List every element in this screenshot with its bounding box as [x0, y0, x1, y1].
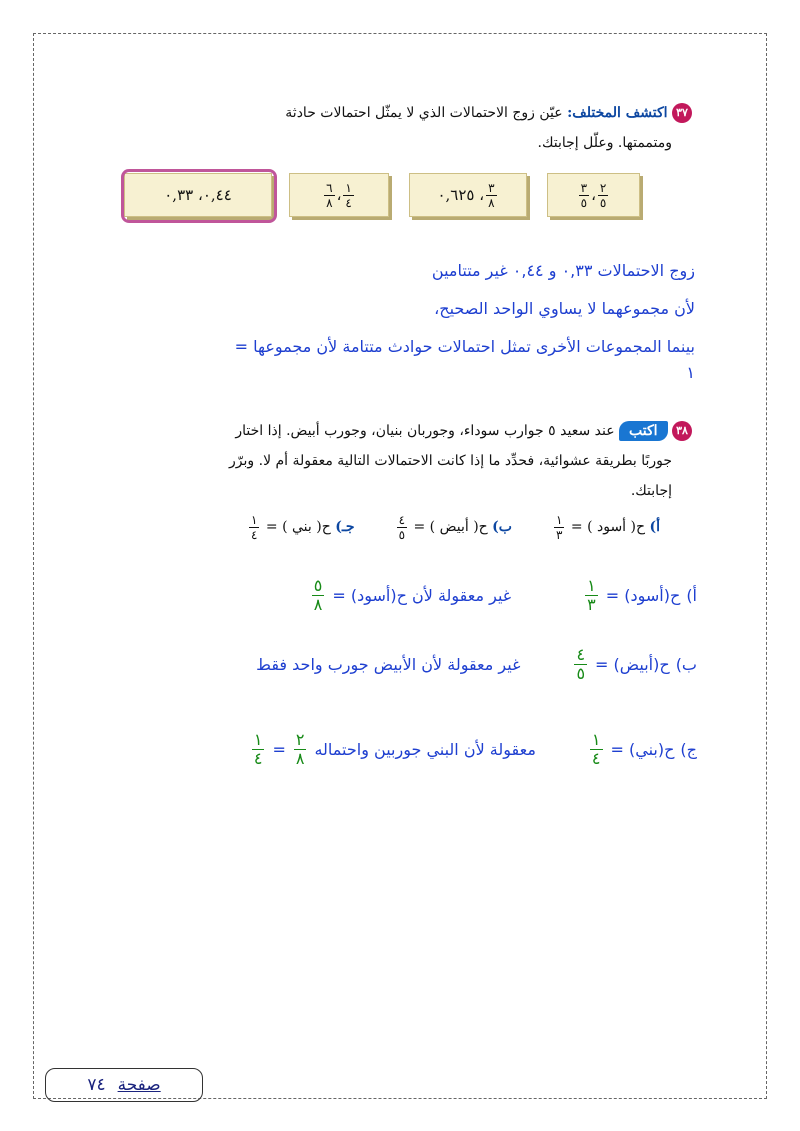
- answer-37-line-2: لأن مجموعهما لا يساوي الواحد الصحيح،: [434, 299, 695, 318]
- answer-38-a-expr: ح(أسود) =: [605, 586, 681, 605]
- part-b: ب) ح( أبيض ) = $\frac{٤}{٥}$: [398, 512, 512, 542]
- question-38-parts: [247, 512, 660, 542]
- page-label: صفحة: [117, 1075, 161, 1095]
- answer-38-b-fraction: $\frac{٤}{٥}$: [576, 645, 586, 683]
- answer-38-c-reason-fraction: $\frac{٢}{٨}$: [295, 730, 305, 768]
- question-number-badge: ٣٨: [672, 421, 692, 441]
- option-4-fraction-b: $\frac{٣}{٥}$: [580, 180, 588, 210]
- answer-38-c-expr: ح(بني) =: [610, 740, 675, 759]
- part-c: جـ) ح( بني ) = $\frac{١}{٤}$: [251, 512, 355, 542]
- answer-38-b-expr: ح(أبيض) =: [595, 655, 670, 674]
- option-3: [409, 173, 527, 217]
- answer-37-line-1: زوج الاحتمالات ٠,٣٣ و ٠,٤٤ غير متتامين: [431, 261, 695, 280]
- option-2-fraction-a: $\frac{١}{٤}$: [345, 180, 352, 210]
- option-2-fraction-b: $\frac{٦}{٨}$: [326, 180, 333, 210]
- answer-38-a: [310, 578, 697, 613]
- answer-38-c-final-fraction: $\frac{١}{٤}$: [253, 730, 263, 768]
- part-a: أ) ح( أسود ) = $\frac{١}{٣}$: [555, 512, 660, 542]
- page-number-tab: [45, 1068, 203, 1102]
- option-4-sep: ،: [591, 186, 596, 204]
- question-37-text: عيّن زوج الاحتمالات الذي لا يمثّل احتمالات حادثة: [285, 105, 563, 121]
- question-37: [132, 98, 692, 158]
- question-37-line-2: ومتممتها. وعلّل إجابتك.: [537, 135, 672, 151]
- answer-38-b-label: ب): [675, 655, 697, 674]
- question-37-line-1: [132, 98, 692, 128]
- question-37-title: اكتشف المختلف:: [567, 105, 668, 121]
- answer-37-line-3: بينما المجموعات الأخرى تمثل احتمالات حوادث متتامة لأن مجموعها =: [234, 337, 695, 356]
- option-3-fraction: $\frac{٣}{٨}$: [488, 180, 495, 210]
- answer-38-a-label: أ): [686, 586, 697, 605]
- option-2-sep: ،: [336, 186, 342, 204]
- answer-38-a-reason-fraction: $\frac{٥}{٨}$: [313, 576, 323, 614]
- page-number: ٧٤: [87, 1075, 106, 1095]
- question-38: [92, 416, 692, 506]
- question-38-line-1: [92, 416, 692, 446]
- option-2: [289, 173, 389, 217]
- answer-38-a-fraction: $\frac{١}{٣}$: [587, 576, 596, 614]
- answer-38-c-reason: معقولة لأن البني جوربين واحتماله: [314, 740, 536, 759]
- answer-38-b-reason: غير معقولة لأن الأبيض جورب واحد فقط: [256, 655, 521, 674]
- option-3-decimal: ، ٠,٦٢٥: [437, 186, 485, 204]
- answer-38-c-label: ج): [680, 740, 697, 759]
- answer-38-b: [256, 647, 697, 682]
- selected-option-highlight: [121, 169, 277, 223]
- option-1-text: ٠,٤٤، ٠,٣٣: [164, 186, 232, 204]
- answer-37: [95, 252, 695, 380]
- option-4: [547, 173, 640, 217]
- question-38-line-2: جوربًا بطريقة عشوائية، فحدِّد ما إذا كانت الاحتمالات التالية معقولة أم لا. وبرّر: [229, 453, 672, 469]
- question-number-badge: ٣٧: [672, 103, 692, 123]
- question-38-text-1: عند سعيد ٥ جوارب سوداء، وجوربان بنيان، وجورب أبيض. إذا اختار: [235, 423, 615, 439]
- answer-38-a-reason: غير معقولة لأن ح(أسود) =: [332, 586, 512, 605]
- write-badge: اكتب: [619, 421, 668, 441]
- question-38-line-3: إجابتك.: [630, 483, 672, 499]
- answer-37-line-4: ١: [686, 363, 695, 382]
- answer-38-c: [250, 732, 697, 767]
- answer-38-c-equals: =: [272, 740, 286, 759]
- option-4-fraction-a: $\frac{٢}{٥}$: [599, 180, 607, 210]
- answer-38-c-fraction: $\frac{١}{٤}$: [591, 730, 601, 768]
